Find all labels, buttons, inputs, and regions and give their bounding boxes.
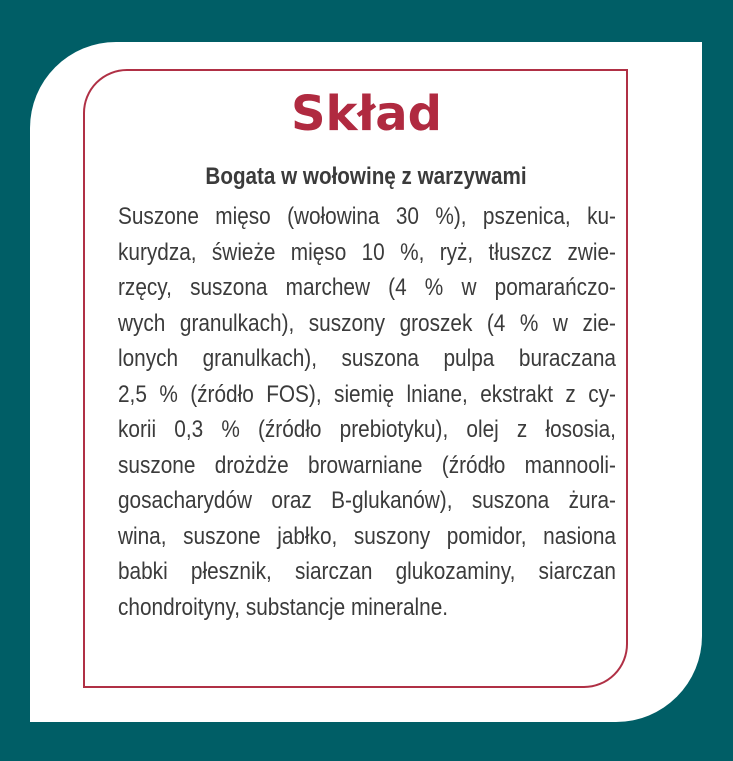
ingredients-line: 2,5 % (źródło FOS), siemię lniane, ekstrakt z cy- xyxy=(118,380,616,408)
ingredients-line: rzęcy, suszona marchew (4 % w pomarańczo- xyxy=(118,274,616,301)
ingredients-line: babki płesznik, siarczan glukozaminy, siarczan xyxy=(118,558,616,585)
ingredients-line: wina, suszone jabłko, suszony pomidor, nasiona xyxy=(118,522,616,550)
ingredients-line: korii 0,3 % (źródło prebiotyku), olej z łososia, xyxy=(118,416,616,443)
ingredients-line: Suszone mięso (wołowina 30 %), pszenica, ku- xyxy=(118,203,616,230)
page-title: Skład xyxy=(290,86,443,142)
ingredients-line: chondroityny, substancje mineralne. xyxy=(118,593,449,621)
ingredients-text xyxy=(118,199,616,625)
ingredients-line: wych granulkach), suszony groszek (4 % w zie- xyxy=(118,309,616,337)
ingredients-line: lonych granulkach), suszona pulpa buraczana xyxy=(118,345,616,372)
ingredients-line: kurydza, świeże mięso 10 %, ryż, tłuszcz zwie- xyxy=(118,238,616,266)
product-subtitle: Bogata w wołowinę z warzywami xyxy=(205,163,527,190)
ingredients-line: gosacharydów oraz B-glukanów), suszona żura- xyxy=(118,487,616,514)
ingredients-line: suszone drożdże browarniane (źródło mannooli- xyxy=(118,451,616,479)
